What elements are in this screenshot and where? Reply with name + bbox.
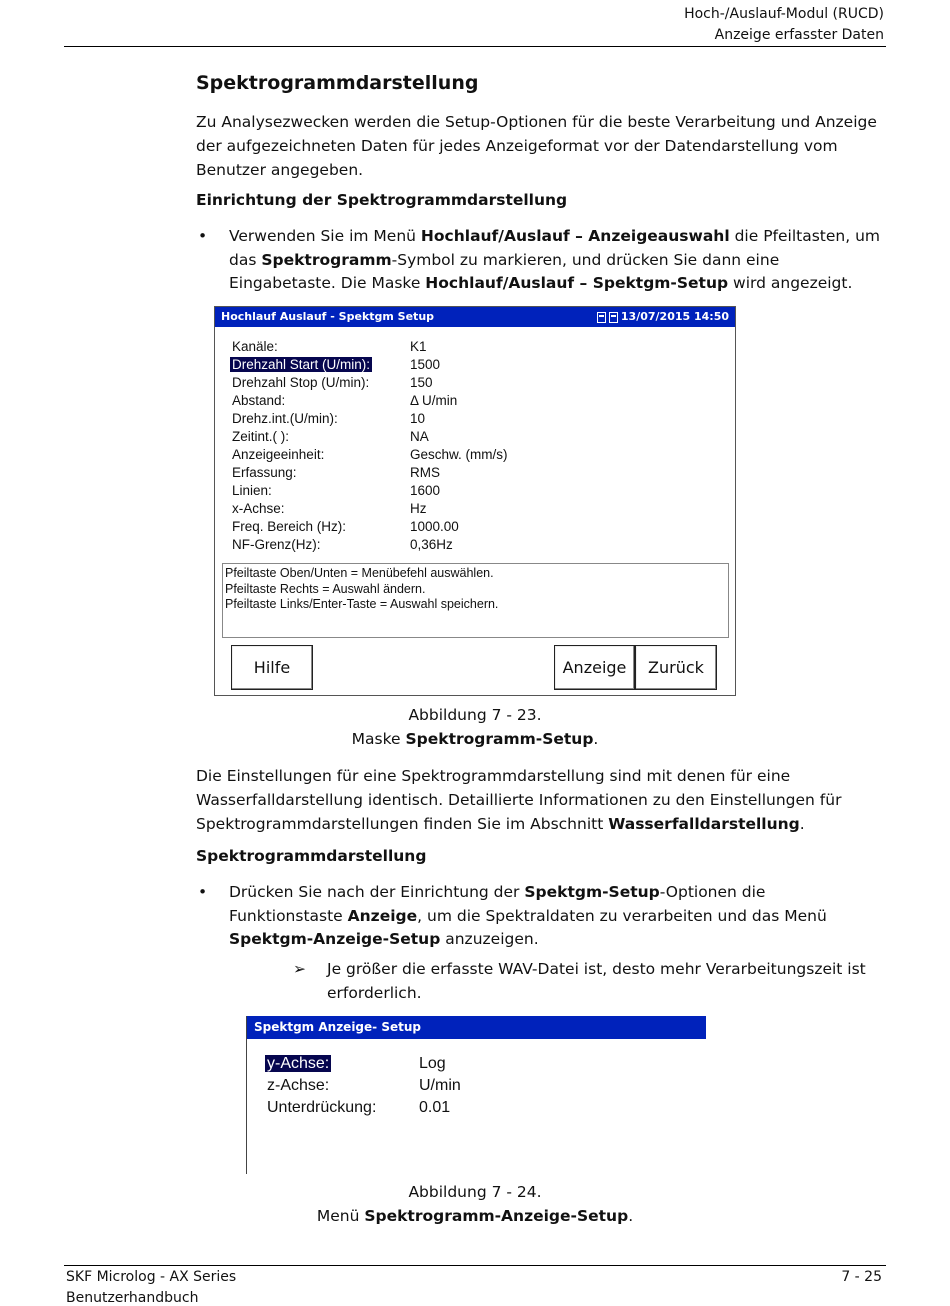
caption-bold: Spektrogramm-Setup: [405, 729, 594, 748]
caption-bold: Spektrogramm-Anzeige-Setup: [364, 1206, 629, 1225]
figure-number: Abbildung 7 - 24.: [408, 1183, 542, 1201]
bullet-text: die Pfeiltasten, um das: [229, 227, 881, 269]
header-line-1: Hoch-/Auslauf-Modul (RUCD): [684, 6, 884, 22]
setting-value: 1600: [410, 483, 441, 498]
arrow-bullet-icon: ➢: [293, 960, 306, 978]
setting-row-spacing[interactable]: [230, 392, 508, 410]
help-button[interactable]: Hilfe: [231, 645, 313, 690]
bullet-text: -Symbol zu markieren, und drücken Sie dann eine Eingabetaste. Die Maske: [229, 250, 780, 292]
bullet-dot: •: [198, 883, 208, 901]
back-button[interactable]: Zurück: [635, 645, 717, 690]
setting-value: NA: [410, 429, 429, 444]
memory-card-icon: [597, 312, 606, 323]
battery-icon: [609, 312, 618, 323]
screen-title-bar: [247, 1016, 706, 1039]
setting-row-channels[interactable]: [230, 338, 508, 356]
caption-text: .: [593, 729, 599, 748]
setting-value: Log: [419, 1055, 446, 1072]
settings-identical-paragraph: [196, 764, 884, 836]
caption-text: Maske: [351, 729, 406, 748]
spektgm-display-setup-screen: [246, 1016, 706, 1174]
footer-product: SKF Microlog - AX Series: [66, 1269, 237, 1285]
setting-value: 1000.00: [410, 519, 459, 534]
subsection-title-display: Spektrogrammdarstellung: [196, 847, 427, 865]
bullet-text: , um die Spektraldaten zu verarbeiten und das Menü: [417, 906, 827, 925]
setting-row-z-axis[interactable]: [265, 1075, 461, 1097]
setting-label: Freq. Bereich (Hz):: [232, 519, 347, 534]
setup-settings-list: [230, 338, 508, 554]
setting-row-speed-interval[interactable]: [230, 410, 508, 428]
display-button[interactable]: Anzeige: [554, 645, 635, 690]
screen-title: Hochlauf Auslauf - Spektgm Setup: [221, 310, 435, 323]
setting-row-time-interval[interactable]: [230, 428, 508, 446]
setting-value: 0.01: [419, 1099, 451, 1116]
setting-label: Zeitint.( ):: [232, 429, 290, 444]
caption-text: .: [628, 1206, 634, 1225]
setting-label: Abstand:: [232, 393, 286, 408]
paragraph-text: .: [799, 815, 805, 833]
page-number: 7 - 25: [841, 1269, 882, 1285]
setting-value: 0,36Hz: [410, 537, 453, 552]
header-line-2: Anzeige erfasster Daten: [714, 27, 884, 43]
setting-row-display-unit[interactable]: [230, 446, 508, 464]
screen-title: Spektgm Anzeige- Setup: [254, 1020, 421, 1034]
setting-label: z-Achse:: [267, 1077, 330, 1094]
setting-row-speed-start[interactable]: [230, 356, 508, 374]
setting-value: 10: [410, 411, 426, 426]
footer-left: [66, 1267, 236, 1306]
bullet-text: Verwenden Sie im Menü: [229, 227, 421, 245]
bullet-dot: •: [198, 227, 208, 245]
bullet-text: -Optionen die Funktionstaste: [229, 883, 766, 925]
wav-processing-note: [293, 957, 884, 1005]
spectrogram-term: Spektrogramm: [261, 250, 392, 269]
figure-number: Abbildung 7 - 23.: [408, 706, 542, 724]
setting-value: K1: [410, 339, 427, 354]
setting-label: Kanäle:: [232, 339, 278, 354]
setting-label: Linien:: [232, 483, 272, 498]
setting-value: Δ U/min: [410, 393, 458, 408]
footer-doc-type: Benutzerhandbuch: [66, 1290, 199, 1306]
setting-row-freq-range[interactable]: [230, 518, 508, 536]
help-line: Pfeiltaste Links/Enter-Taste = Auswahl speichern.: [225, 597, 499, 611]
spektgm-setup-screen: [214, 306, 736, 696]
section-title: Spektrogrammdarstellung: [196, 72, 479, 94]
bullet-text: Drücken Sie nach der Einrichtung der: [229, 883, 525, 901]
display-settings-list: [265, 1053, 461, 1119]
display-setup-menu-term: Spektgm-Anzeige-Setup: [229, 930, 441, 948]
setting-row-low-freq-cutoff[interactable]: [230, 536, 508, 554]
caption-text: Menü: [316, 1206, 365, 1225]
bullet-text: anzuzeigen.: [440, 930, 539, 948]
mask-name-spektgm-setup: Hochlauf/Auslauf – Spektgm-Setup: [425, 274, 729, 292]
setting-value: 150: [410, 375, 433, 390]
setting-row-x-axis[interactable]: [230, 500, 508, 518]
spektgm-setup-term: Spektgm-Setup: [524, 883, 660, 901]
subsection-title-setup: Einrichtung der Spektrogrammdarstellung: [196, 191, 568, 209]
setting-label: Drehzahl Start (U/min):: [232, 357, 371, 372]
bullet-setup-instructions: [196, 225, 884, 296]
figure-caption-7-23: [0, 704, 950, 751]
footer-rule: [64, 1265, 886, 1266]
help-line: Pfeiltaste Rechts = Auswahl ändern.: [225, 581, 426, 596]
screen-datetime: 13/07/2015 14:50: [620, 310, 729, 323]
bullet-text: wird angezeigt.: [728, 274, 853, 292]
setting-value: Hz: [410, 501, 427, 516]
figure-caption-7-24: [0, 1181, 950, 1228]
setting-row-speed-stop[interactable]: [230, 374, 508, 392]
setting-value: U/min: [419, 1077, 461, 1094]
setting-row-suppression[interactable]: [265, 1097, 461, 1119]
setting-value: Geschw. (mm/s): [410, 447, 508, 462]
paragraph-text: Die Einstellungen für eine Spektrogrammdarstellung sind mit denen für eine Wasserfalldarstellung identisch. Detaillierte Informationen zu den Einstellungen für Spektrogrammdarstellungen finden Sie im Abschnitt: [196, 767, 842, 833]
setting-label: Drehzahl Stop (U/min):: [232, 375, 370, 390]
setting-row-y-axis[interactable]: [265, 1053, 461, 1075]
intro-paragraph: Zu Analysezwecken werden die Setup-Optionen für die beste Verarbeitung und Anzeige der aufgezeichneten Daten für jedes Anzeigeformat vor der Datendarstellung vom Benutzer angegeben.: [196, 113, 877, 179]
note-text: Je größer die erfasste WAV-Datei ist, desto mehr Verarbeitungszeit ist erforderlich.: [327, 960, 866, 1002]
running-header: [684, 4, 884, 46]
display-key-term: Anzeige: [347, 906, 418, 925]
setting-value: 1500: [410, 357, 441, 372]
setting-row-acquisition[interactable]: [230, 464, 508, 482]
screen-title-bar: [215, 307, 735, 327]
menu-name-display-selection: Hochlauf/Auslauf – Anzeigeauswahl: [420, 227, 730, 245]
waterfall-link-term: Wasserfalldarstellung: [608, 815, 800, 833]
setting-label: Drehz.int.(U/min):: [232, 411, 338, 426]
setting-label: y-Achse:: [267, 1055, 330, 1072]
setting-label: Erfassung:: [232, 465, 297, 480]
setting-label: Anzeigeeinheit:: [232, 447, 325, 462]
setting-value: RMS: [410, 465, 440, 480]
bullet-display-instructions: [196, 881, 884, 952]
setting-label: x-Achse:: [232, 501, 285, 516]
header-rule: [64, 46, 886, 47]
setting-label: Unterdrückung:: [267, 1099, 377, 1116]
help-text-box: [222, 563, 729, 638]
help-line: Pfeiltaste Oben/Unten = Menübefehl auswählen.: [225, 566, 494, 580]
setting-row-lines[interactable]: [230, 482, 508, 500]
setting-label: NF-Grenz(Hz):: [232, 537, 321, 552]
